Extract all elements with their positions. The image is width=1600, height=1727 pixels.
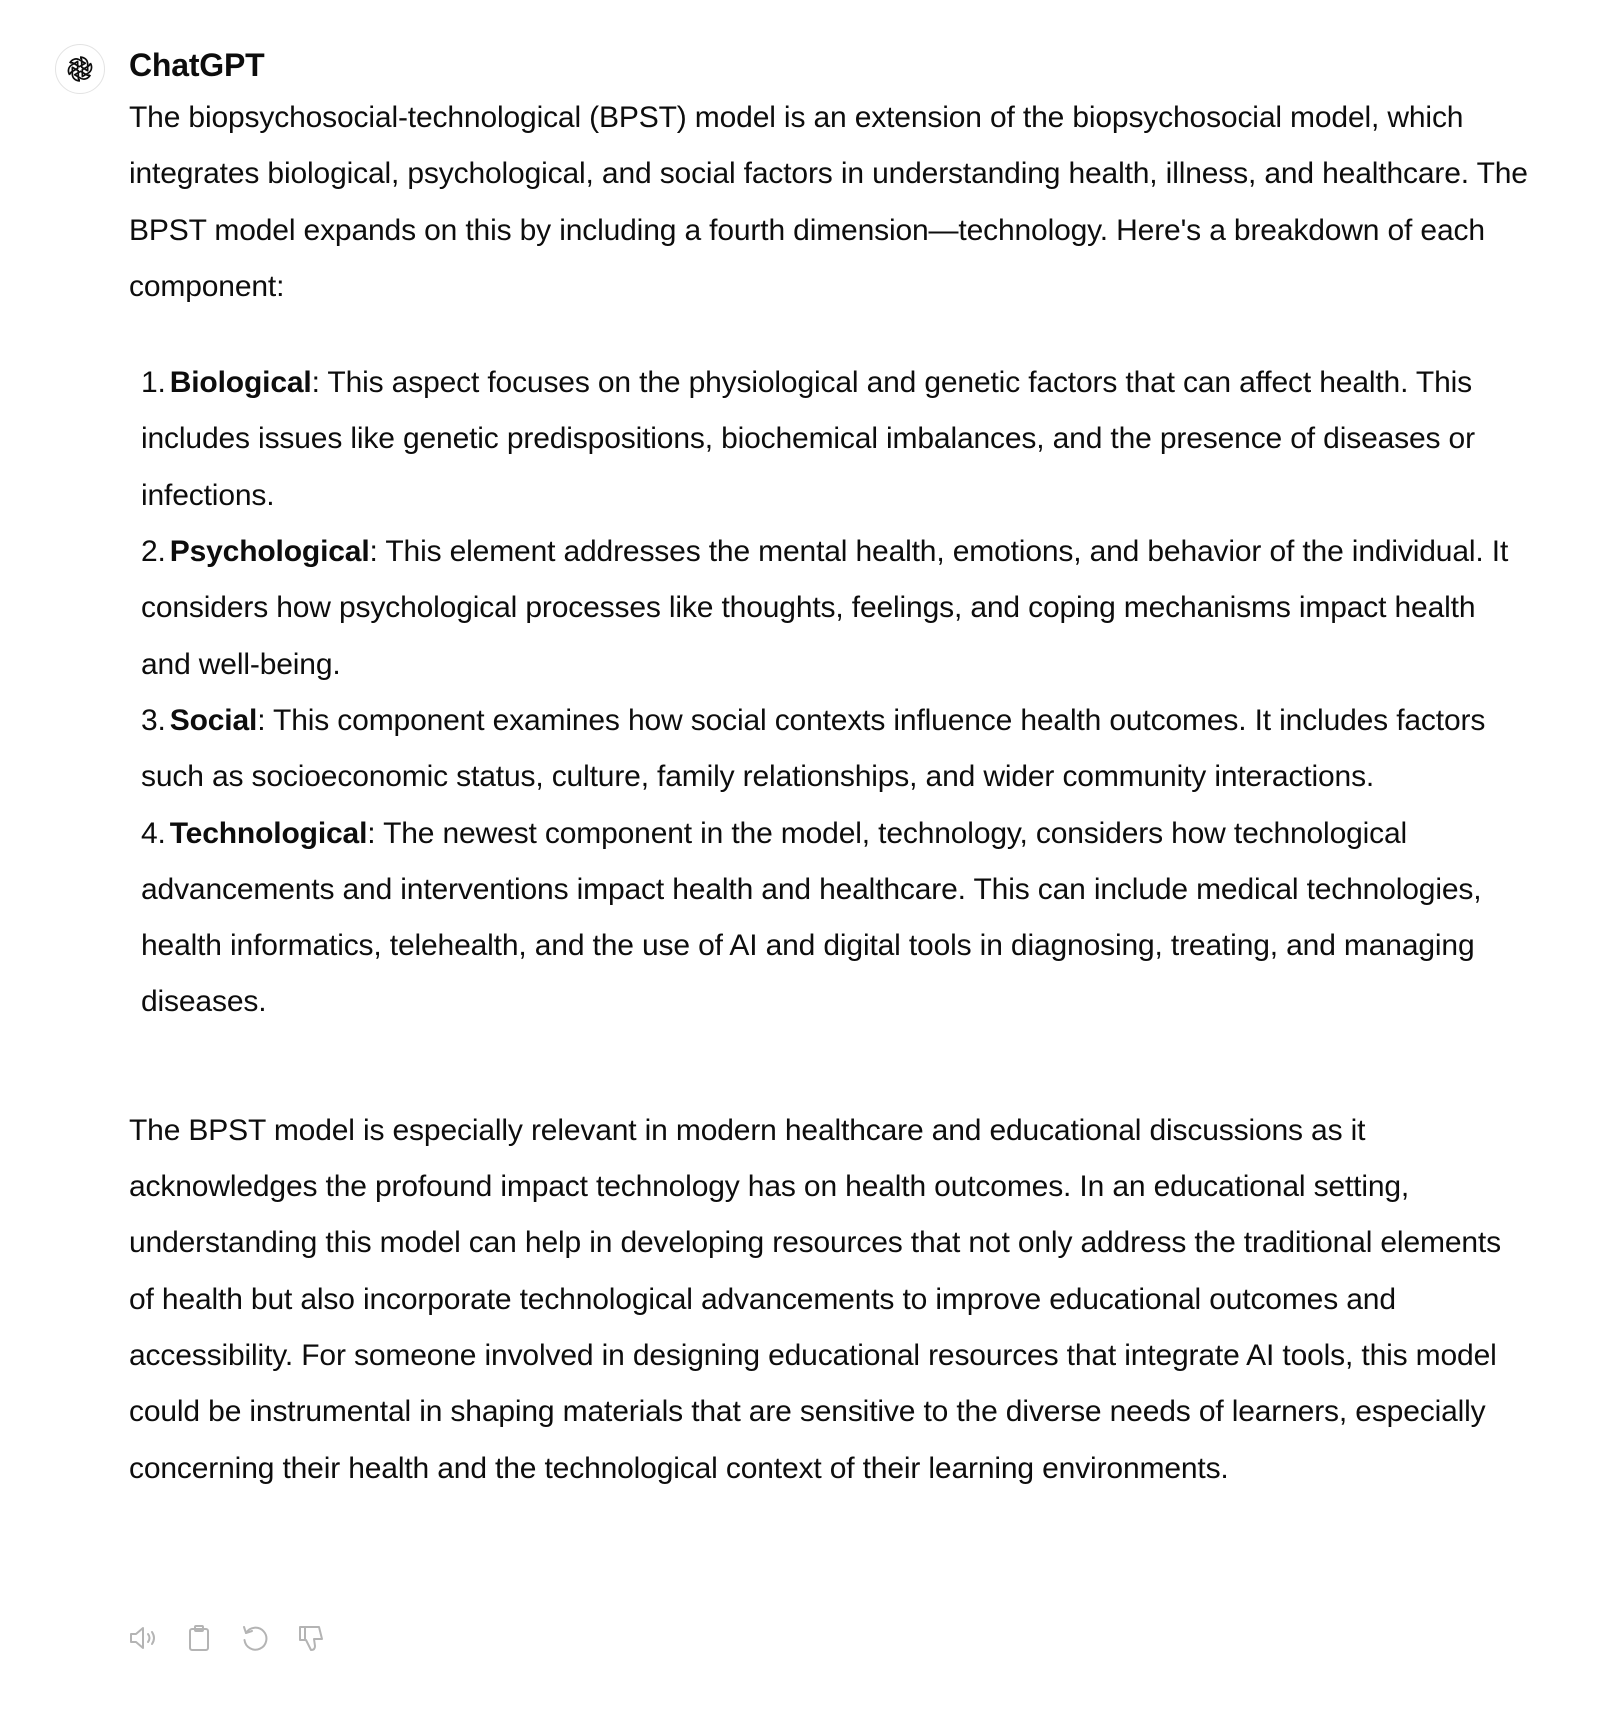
bad-response-button[interactable] — [294, 1620, 328, 1656]
copy-icon — [183, 1622, 215, 1654]
list-term: Social — [169, 703, 258, 737]
outro-paragraph: The BPST model is especially relevant in modern healthcare and educational discussions as it acknowledges the profound impact technology has on health outcomes. In an educational setting, understanding this model can help in developing resources that not only address the traditional elements of health but also incorporate technological advancements to improve educational outcomes and accessibility. For someone involved in designing educational resources that integrate AI tools, this model could be instrumental in shaping materials that are sensitive to the diverse needs of learners, especially concerning their health and the technological context of their learning environments. — [129, 1113, 1501, 1485]
list-item-biological — [141, 355, 1529, 524]
list-item-social — [141, 693, 1529, 806]
list-item-technological — [141, 806, 1529, 1031]
list-description: : This element addresses the mental health, emotions, and behavior of the individual. It considers how psychological processes like thoughts, feelings, and coping mechanisms impact health and well-being. — [141, 535, 1509, 681]
component-list — [129, 355, 1529, 1031]
intro-paragraph: The biopsychosocial-technological (BPST) model is an extension of the biopsychosocial model, which integrates biological, psychological, and social factors in understanding health, illness, and healthcare. The BPST model expands on this by including a fourth dimension—technology. Here's a breakdown of each component: — [129, 101, 1528, 303]
message-actions — [126, 1620, 328, 1656]
message-content — [129, 90, 1529, 1497]
list-description: : This aspect focuses on the physiological and genetic factors that can affect health. This includes issues like genetic predispositions, biochemical imbalances, and the presence of diseases or infections. — [141, 366, 1475, 512]
speaker-icon — [127, 1622, 159, 1654]
regenerate-button[interactable] — [238, 1620, 272, 1656]
read-aloud-button[interactable] — [126, 1620, 160, 1656]
message-author: ChatGPT — [129, 47, 265, 83]
thumbs-down-icon — [295, 1622, 327, 1654]
list-description: : This component examines how social contexts influence health outcomes. It includes factors such as socioeconomic status, culture, family relationships, and wider community interactions. — [141, 703, 1486, 794]
list-term: Psychological — [169, 535, 370, 569]
list-number: 4. — [141, 816, 166, 850]
list-number: 1. — [141, 366, 166, 400]
list-term: Technological — [169, 816, 368, 850]
assistant-avatar — [55, 44, 105, 94]
openai-logo-icon — [63, 52, 97, 86]
regenerate-icon — [239, 1622, 271, 1654]
list-description: : The newest component in the model, technology, considers how technological advancements and interventions impact health and healthcare. This can include medical technologies, health informatics, telehealth, and the use of AI and digital tools in diagnosing, treating, and managing diseases. — [141, 816, 1482, 1019]
list-number: 3. — [141, 703, 166, 737]
list-item-psychological — [141, 524, 1529, 693]
list-term: Biological — [169, 366, 312, 400]
copy-button[interactable] — [182, 1620, 216, 1656]
list-number: 2. — [141, 535, 166, 569]
